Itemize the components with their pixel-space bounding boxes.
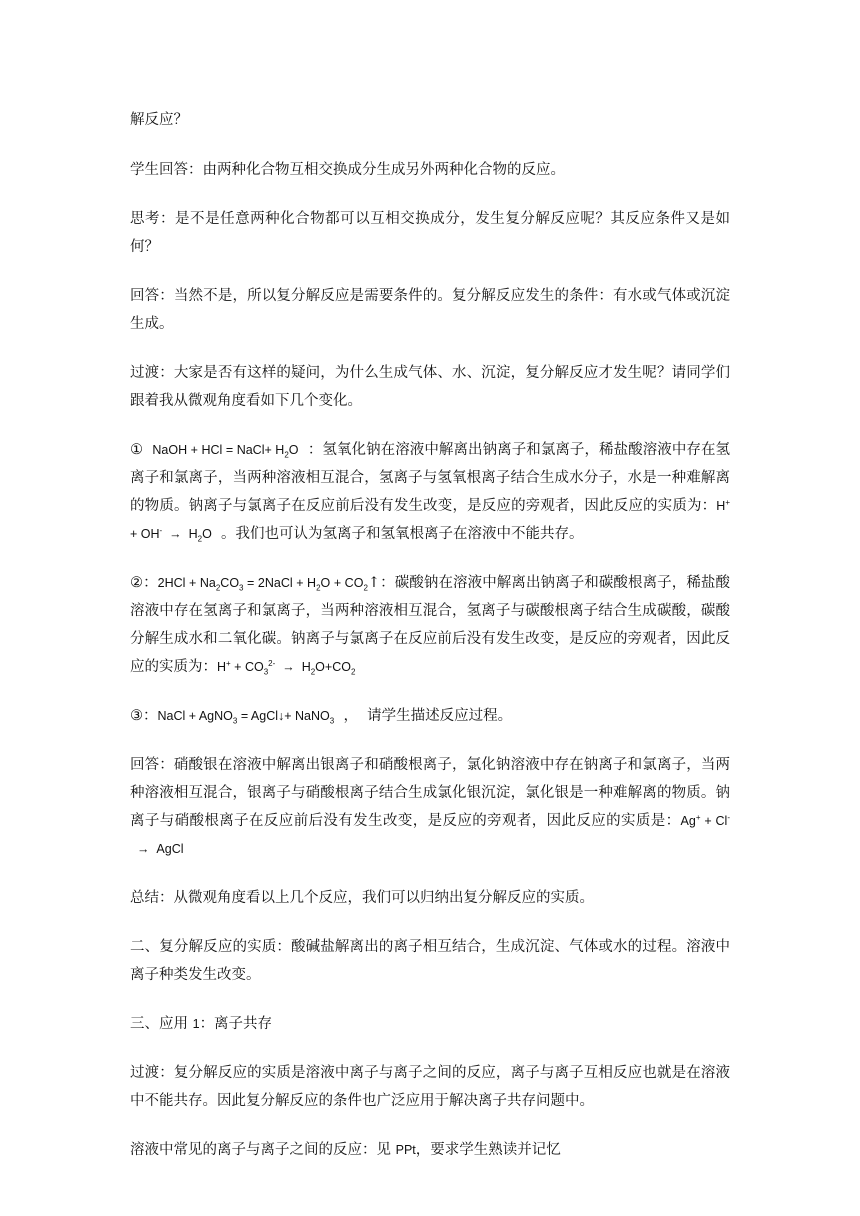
arrow-symbol: → bbox=[136, 842, 150, 856]
ionic-equation-3: Ag+ + Cl- → AgCl bbox=[136, 812, 730, 856]
reaction-1-text: ：氢氧化钠在溶液中解离出钠离子和氯离子，稀盐酸溶液中存在氢离子和氯离子，当两种溶液相互混合，氢离子与氢氧根离子结合生成水分子，水是一种难解离的物质。钠离子与氯离子在反应前后没有发生改变，是反应的旁观者，因此反应的实质为： bbox=[130, 442, 731, 514]
paragraph-reaction-2 bbox=[130, 569, 730, 681]
reaction-3-prompt: 请学生描述反应过程。 bbox=[367, 708, 513, 724]
paragraph-student-answer: 学生回答：由两种化合物互相交换成分生成另外两种化合物的反应。 bbox=[130, 162, 565, 178]
reaction-1-conclusion: 。我们也可认为氢离子和氢氧根离子在溶液中不能共存。 bbox=[221, 526, 584, 542]
precipitate-arrow-symbol: ↓ bbox=[278, 709, 285, 723]
paragraph-reaction-3: ③：NaCl + AgNO$_3$ = AgCl↓+ NaNO$_3$ ， 请学生描述反应过程。 bbox=[130, 708, 513, 726]
paragraph-answer-reaction-3: 回答：硝酸银在溶液中解离出银离子和硝酸根离子，氯化钠溶液中存在钠离子和氯离子，当两种溶液相互混合，银离子与硝酸根离子结合生成氯化银沉淀，氯化银是一种难解离的物质。钠离子与硝酸根离子在反应前后没有发生改变，是反应的旁观者，因此反应的实质是：Ag+ + Cl- → AgCl bbox=[130, 757, 730, 856]
item-number: ① bbox=[130, 442, 144, 458]
section-heading-essence: 二、复分解反应的实质：酸碱盐解离出的离子相互结合，生成沉淀、气体或水的过程。溶液中离子种类发生改变。 bbox=[130, 939, 730, 983]
paragraph-think: 思考：是不是任意两种化合物都可以互相交换成分，发生复分解反应呢？其反应条件又是如何？ bbox=[130, 211, 730, 255]
ionic-equation-2: $H^+ + CO_3^{2-} \to H_2O+CO_2$ bbox=[217, 658, 356, 677]
item-number: ③： bbox=[130, 708, 158, 724]
ionic-equation-1: $H^+ + OH^- \to H_2O$ bbox=[130, 497, 730, 544]
arrow-symbol: → bbox=[282, 660, 295, 674]
document-page bbox=[130, 106, 730, 1164]
gas-arrow-symbol: ↑ bbox=[367, 575, 381, 591]
paragraph-summary: 总结：从微观角度看以上几个反应，我们可以归纳出复分解反应的实质。 bbox=[130, 890, 594, 906]
item-number: ②： bbox=[130, 575, 158, 591]
equation-1: NaOH + HCl = NaCl+ $H_2O$ bbox=[152, 443, 299, 460]
section-heading-application: 三、应用 1：离子共存 bbox=[130, 1016, 273, 1032]
paragraph-reaction-1 bbox=[130, 436, 730, 548]
paragraph-transition: 过渡：大家是否有这样的疑问，为什么生成气体、水、沉淀，复分解反应才发生呢？请同学们跟着我从微观角度看如下几个变化。 bbox=[130, 365, 730, 409]
reaction-2-text: ：碳酸钠在溶液中解离出钠离子和碳酸根离子，稀盐酸溶液中存在氢离子和氯离子，当两种溶液相互混合，氢离子与碳酸根离子结合生成碳酸，碳酸分解生成水和二氧化碳。钠离子与氯离子在反应前后没有发生改变，是反应的旁观者，因此反应的实质为： bbox=[130, 575, 731, 675]
paragraph-common-ions: 溶液中常见的离子与离子之间的反应：见 PPt，要求学生熟读并记忆 bbox=[130, 1142, 561, 1158]
paragraph-1: 解反应？ bbox=[130, 112, 188, 128]
arrow-symbol: → bbox=[169, 527, 182, 541]
paragraph-answer-conditions: 回答：当然不是，所以复分解反应是需要条件的。复分解反应发生的条件：有水或气体或沉淀生成。 bbox=[130, 288, 730, 332]
equation-2: $2HCl + Na_2CO_3$ = 2NaCl + $H_2O + CO_2$ bbox=[157, 576, 368, 593]
paragraph-transition-2: 过渡：复分解反应的实质是溶液中离子与离子之间的反应，离子与离子互相反应也就是在溶液中不能共存。因此复分解反应的条件也广泛应用于解决离子共存问题中。 bbox=[130, 1065, 730, 1109]
equation-3: NaCl + AgNO$_3$ = AgCl↓+ NaNO$_3$ bbox=[157, 709, 335, 726]
